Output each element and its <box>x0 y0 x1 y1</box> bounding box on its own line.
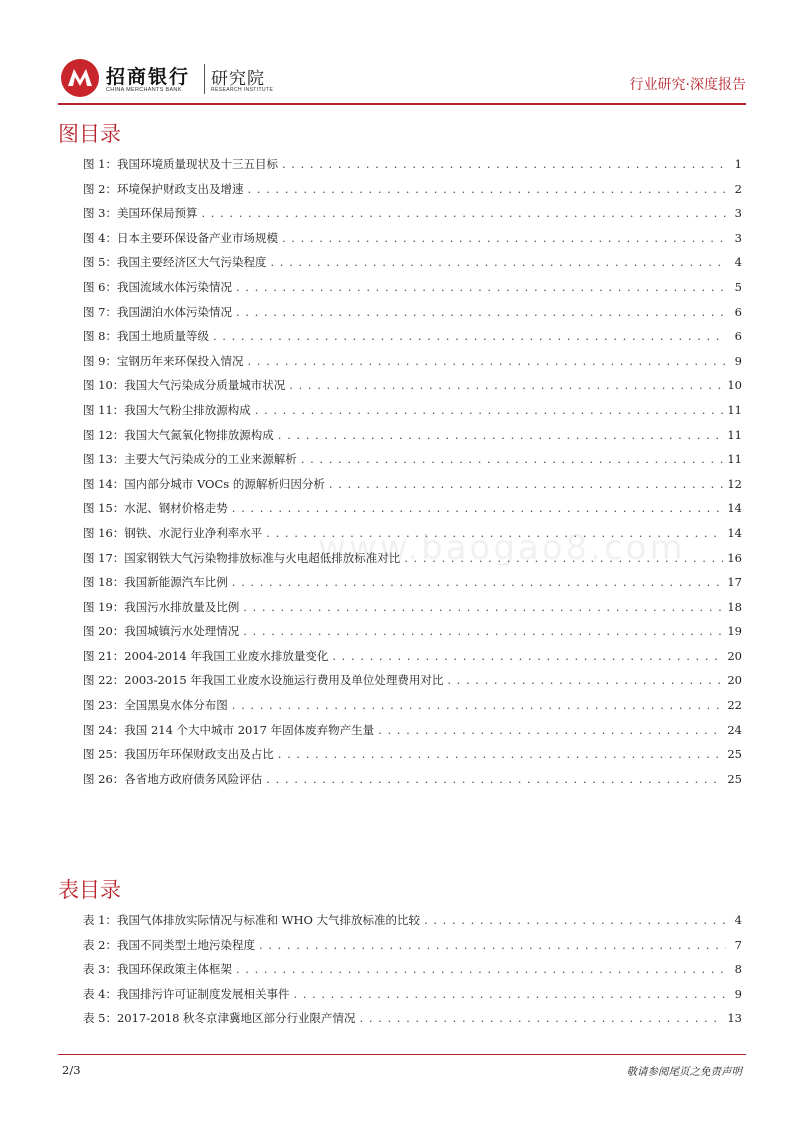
toc-dot-leader <box>213 324 726 349</box>
toc-entry-page[interactable]: 2 <box>734 181 742 196</box>
toc-entry-label[interactable]: 图 6：我国流域水体污染情况 <box>83 279 232 294</box>
toc-entry[interactable] <box>83 373 742 398</box>
toc-entry[interactable] <box>83 447 742 472</box>
toc-dot-leader <box>247 177 726 202</box>
toc-entry-label[interactable]: 表 2：我国不同类型土地污染程度 <box>83 937 255 952</box>
toc-entry-page[interactable]: 1 <box>734 157 742 171</box>
toc-entry[interactable] <box>83 300 742 325</box>
toc-entry-label[interactable]: 表 1：我国气体排放实际情况与标准和 WHO 大气排放标准的比较 <box>83 913 421 927</box>
toc-entry[interactable] <box>83 619 742 644</box>
brand-name: 招商银行 <box>106 66 191 88</box>
toc-entry-page[interactable]: 25 <box>727 747 742 762</box>
figures-toc-list <box>83 152 742 791</box>
toc-entry[interactable] <box>83 250 742 275</box>
toc-dot-leader <box>282 152 726 177</box>
toc-entry-page[interactable]: 9 <box>734 353 742 368</box>
toc-dot-leader <box>360 1006 724 1031</box>
toc-dot-leader <box>289 373 723 398</box>
toc-entry-page[interactable]: 20 <box>727 673 742 688</box>
toc-dot-leader <box>278 742 724 767</box>
toc-entry-label[interactable]: 图 23：全国黑臭水体分布图 <box>83 698 228 713</box>
toc-entry-page[interactable]: 14 <box>727 501 742 516</box>
toc-entry-label[interactable]: 图 14：国内部分城市 VOCs 的源解析归因分析 <box>83 476 325 491</box>
toc-entry-page[interactable]: 12 <box>727 476 742 491</box>
toc-entry-page[interactable]: 22 <box>727 698 742 713</box>
toc-entry-page[interactable]: 20 <box>727 648 742 663</box>
toc-entry-page[interactable]: 24 <box>727 722 742 737</box>
toc-entry[interactable] <box>83 226 742 251</box>
toc-dot-leader <box>236 957 726 982</box>
toc-entry[interactable] <box>83 349 742 374</box>
toc-dot-leader <box>293 982 726 1007</box>
header-rule <box>58 103 746 105</box>
disclaimer-note: 敬请参阅尾页之免责声明 <box>626 1066 742 1078</box>
institute-name-english: RESEARCH INSTITUTE <box>211 87 274 93</box>
toc-dot-leader <box>236 275 726 300</box>
toc-entry-page[interactable]: 3 <box>734 206 742 221</box>
toc-entry-label[interactable]: 图 10：我国大气污染成分质量城市状况 <box>83 378 286 393</box>
toc-entry-label[interactable]: 图 9：宝钢历年来环保投入情况 <box>83 353 244 368</box>
toc-entry[interactable] <box>83 982 742 1007</box>
toc-entry-label[interactable]: 图 7：我国湖泊水体污染情况 <box>83 304 232 319</box>
toc-entry[interactable] <box>83 742 742 767</box>
toc-entry-label[interactable]: 图 4：日本主要环保设备产业市场规模 <box>83 230 278 245</box>
toc-entry[interactable] <box>83 957 742 982</box>
page-header <box>58 58 746 102</box>
toc-dot-leader <box>232 693 724 718</box>
toc-entry-page[interactable]: 18 <box>727 599 742 614</box>
toc-dot-leader <box>447 668 723 693</box>
toc-entry-label[interactable]: 图 1：我国环境质量现状及十三五目标 <box>83 157 278 171</box>
toc-entry-page[interactable]: 7 <box>734 937 742 952</box>
toc-entry-page[interactable]: 6 <box>734 304 742 319</box>
toc-entry-page[interactable]: 9 <box>734 986 742 1001</box>
toc-entry-page[interactable]: 25 <box>727 771 742 786</box>
toc-entry-label[interactable]: 图 12：我国大气氮氧化物排放源构成 <box>83 427 274 442</box>
page-number: 2/3 <box>62 1063 81 1077</box>
toc-entry-label[interactable]: 图 15：水泥、钢材价格走势 <box>83 501 228 516</box>
toc-entry[interactable] <box>83 496 742 521</box>
china-merchants-bank-logo-icon <box>60 58 100 98</box>
toc-entry-label[interactable]: 图 19：我国污水排放量及比例 <box>83 599 240 614</box>
toc-entry-label[interactable]: 图 21：2004-2014 年我国工业废水排放量变化 <box>83 648 329 663</box>
toc-entry-page[interactable]: 3 <box>734 230 742 245</box>
toc-entry-label[interactable]: 图 11：我国大气粉尘排放源构成 <box>83 402 251 417</box>
toc-dot-leader <box>329 472 724 497</box>
toc-entry[interactable] <box>83 324 742 349</box>
toc-entry-label[interactable]: 图 17：国家钢铁大气污染物排放标准与火电超低排放标准对比 <box>83 550 401 565</box>
toc-entry[interactable] <box>83 398 742 423</box>
toc-entry-page[interactable]: 8 <box>734 962 742 977</box>
toc-entry-label[interactable]: 图 8：我国土地质量等级 <box>83 329 209 344</box>
toc-entry[interactable] <box>83 718 742 743</box>
figures-section-title: 图目录 <box>58 122 121 146</box>
toc-entry-page[interactable]: 19 <box>727 624 742 639</box>
toc-entry[interactable] <box>83 570 742 595</box>
toc-dot-leader <box>243 619 723 644</box>
toc-dot-leader <box>243 595 723 620</box>
toc-entry-label[interactable]: 表 3：我国环保政策主体框架 <box>83 962 232 977</box>
toc-dot-leader <box>255 398 724 423</box>
toc-entry-page[interactable]: 11 <box>727 452 742 467</box>
toc-entry[interactable] <box>83 595 742 620</box>
toc-entry[interactable] <box>83 644 742 669</box>
toc-dot-leader <box>232 570 724 595</box>
toc-entry-page[interactable]: 11 <box>727 427 742 442</box>
toc-dot-leader <box>332 644 723 669</box>
toc-dot-leader <box>201 201 726 226</box>
toc-entry-label[interactable]: 表 4：我国排污许可证制度发展相关事件 <box>83 986 290 1001</box>
toc-dot-leader <box>424 908 726 933</box>
toc-entry[interactable] <box>83 908 742 933</box>
toc-entry-page[interactable]: 5 <box>734 279 742 294</box>
toc-entry[interactable] <box>83 933 742 958</box>
toc-entry[interactable] <box>83 177 742 202</box>
toc-entry-page[interactable]: 4 <box>734 913 742 927</box>
tables-toc-list <box>83 908 742 1031</box>
toc-entry-page[interactable]: 16 <box>727 550 742 565</box>
toc-entry-label[interactable]: 图 16：钢铁、水泥行业净利率水平 <box>83 525 263 540</box>
toc-dot-leader <box>301 447 724 472</box>
brand-name-english: CHINA MERCHANTS BANK <box>106 87 182 93</box>
toc-entry[interactable] <box>83 693 742 718</box>
toc-entry-label[interactable]: 图 24：我国 214 个大中城市 2017 年固体废弃物产生量 <box>83 722 375 737</box>
toc-entry-label[interactable]: 表 5：2017-2018 秋冬京津冀地区部分行业限产情况 <box>83 1011 356 1026</box>
toc-dot-leader <box>270 250 726 275</box>
toc-entry[interactable] <box>83 275 742 300</box>
toc-dot-leader <box>259 933 726 958</box>
toc-entry[interactable] <box>83 152 742 177</box>
toc-entry-label[interactable]: 图 26：各省地方政府债务风险评估 <box>83 771 263 786</box>
header-divider <box>204 64 205 94</box>
toc-dot-leader <box>247 349 726 374</box>
institute-name: 研究院 <box>211 69 265 89</box>
toc-entry-page[interactable]: 11 <box>727 402 742 417</box>
tables-section-title: 表目录 <box>58 878 121 902</box>
toc-dot-leader <box>232 496 724 521</box>
toc-dot-leader <box>266 767 723 792</box>
toc-entry[interactable] <box>83 201 742 226</box>
toc-entry-page[interactable]: 14 <box>727 525 742 540</box>
watermark: www.baogao8.com <box>318 528 686 568</box>
toc-entry-label[interactable]: 图 13：主要大气污染成分的工业来源解析 <box>83 452 297 467</box>
toc-entry-label[interactable]: 图 3：美国环保局预算 <box>83 206 198 221</box>
toc-entry-page[interactable]: 6 <box>734 329 742 344</box>
report-type-label: 行业研究·深度报告 <box>629 77 746 93</box>
toc-dot-leader <box>278 423 724 448</box>
toc-entry-page[interactable]: 10 <box>727 378 742 393</box>
toc-entry-label[interactable]: 图 22：2003-2015 年我国工业废水设施运行费用及单位处理费用对比 <box>83 673 444 688</box>
toc-entry-label[interactable]: 图 25：我国历年环保财政支出及占比 <box>83 747 274 762</box>
toc-dot-leader <box>236 300 726 325</box>
toc-dot-leader <box>282 226 726 251</box>
toc-dot-leader <box>378 718 723 743</box>
footer-rule <box>58 1054 746 1055</box>
toc-entry-page[interactable]: 4 <box>734 255 742 270</box>
toc-entry[interactable] <box>83 1006 742 1031</box>
toc-entry[interactable] <box>83 472 742 497</box>
toc-entry-label[interactable]: 图 20：我国城镇污水处理情况 <box>83 624 240 639</box>
toc-entry-label[interactable]: 图 2：环境保护财政支出及增速 <box>83 181 244 196</box>
toc-entry-page[interactable]: 17 <box>727 575 742 590</box>
toc-entry-label[interactable]: 图 18：我国新能源汽车比例 <box>83 575 228 590</box>
toc-entry[interactable] <box>83 767 742 792</box>
toc-entry[interactable] <box>83 423 742 448</box>
toc-entry-page[interactable]: 13 <box>727 1011 742 1026</box>
toc-entry[interactable] <box>83 668 742 693</box>
toc-entry-label[interactable]: 图 5：我国主要经济区大气污染程度 <box>83 255 267 270</box>
